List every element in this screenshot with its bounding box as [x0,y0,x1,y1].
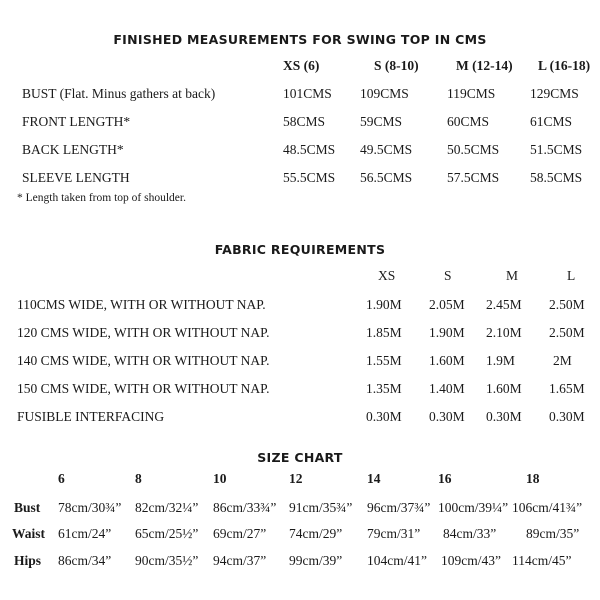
finished-cell: 55.5CMS [283,170,336,185]
finished-cell: 58CMS [283,114,326,129]
fabric-cell: 2.05M [429,297,465,312]
fabric-col-header: M [506,268,519,283]
fabric-cell: 0.30M [429,409,465,424]
fabric-row-label: FUSIBLE INTERFACING [17,409,165,424]
fabric-row-label: 110CMS WIDE, WITH OR WITHOUT NAP. [17,297,266,312]
fabric-cell: 2.10M [486,325,522,340]
size-cell: 91cm/35¾” [289,500,353,515]
size-cell: 78cm/30¾” [58,500,122,515]
finished-row-label: BACK LENGTH* [22,142,124,157]
fabric-requirements-title: FABRIC REQUIREMENTS [214,242,386,257]
size-cell: 69cm/27” [213,526,267,541]
finished-row-label: SLEEVE LENGTH [22,170,130,185]
size-col-header: 8 [135,471,142,486]
fabric-cell: 1.35M [366,381,402,396]
finished-col-header: XS (6) [283,58,320,73]
fabric-cell: 1.55M [366,353,402,368]
size-cell: 94cm/37” [213,553,267,568]
size-cell: 61cm/24” [58,526,112,541]
finished-cell: 57.5CMS [447,170,500,185]
size-cell: 109cm/43” [441,553,501,568]
size-cell: 106cm/41¾” [512,500,583,515]
size-cell: 114cm/45” [512,553,572,568]
finished-cell: 119CMS [447,86,496,101]
size-cell: 90cm/35½” [135,553,199,568]
fabric-cell: 0.30M [549,409,585,424]
size-cell: 82cm/32¼” [135,500,199,515]
size-row-label: Hips [14,553,42,568]
length-footnote: * Length taken from top of shoulder. [17,192,186,204]
finished-cell: 129CMS [530,86,579,101]
size-row-label: Waist [12,526,46,541]
fabric-cell: 1.40M [429,381,465,396]
finished-cell: 61CMS [530,114,573,129]
finished-row-label: BUST (Flat. Minus gathers at back) [22,86,216,101]
finished-cell: 51.5CMS [530,142,583,157]
finished-col-header: S (8-10) [374,58,419,73]
fabric-cell: 2.50M [549,325,585,340]
fabric-cell: 1.65M [549,381,585,396]
fabric-cell: 2M [553,353,572,368]
finished-col-header: M (12-14) [456,58,513,73]
size-col-header: 18 [526,471,540,486]
finished-cell: 59CMS [360,114,403,129]
finished-col-header: L (16-18) [538,58,591,73]
size-col-header: 16 [438,471,452,486]
size-row-label: Bust [14,500,41,515]
finished-cell: 58.5CMS [530,170,583,185]
size-cell: 96cm/37¾” [367,500,431,515]
finished-cell: 50.5CMS [447,142,500,157]
size-col-header: 12 [289,471,303,486]
size-cell: 86cm/33¾” [213,500,277,515]
fabric-cell: 1.60M [429,353,465,368]
fabric-col-header: S [444,268,452,283]
size-cell: 104cm/41” [367,553,427,568]
fabric-cell: 1.60M [486,381,522,396]
fabric-cell: 1.90M [366,297,402,312]
fabric-cell: 2.50M [549,297,585,312]
fabric-cell: 0.30M [486,409,522,424]
fabric-col-header: XS [378,268,396,283]
fabric-row-label: 140 CMS WIDE, WITH OR WITHOUT NAP. [17,353,270,368]
size-cell: 79cm/31” [367,526,421,541]
fabric-cell: 1.85M [366,325,402,340]
size-cell: 99cm/39” [289,553,343,568]
size-col-header: 14 [367,471,381,486]
fabric-cell: 1.90M [429,325,465,340]
fabric-row-label: 120 CMS WIDE, WITH OR WITHOUT NAP. [17,325,270,340]
finished-cell: 49.5CMS [360,142,413,157]
finished-cell: 101CMS [283,86,332,101]
fabric-col-header: L [567,268,576,283]
size-col-header: 10 [213,471,227,486]
size-cell: 65cm/25½” [135,526,199,541]
size-cell: 84cm/33” [443,526,497,541]
size-chart-title: SIZE CHART [257,450,343,465]
finished-row-label: FRONT LENGTH* [22,114,131,129]
fabric-cell: 0.30M [366,409,402,424]
fabric-cell: 2.45M [486,297,522,312]
fabric-cell: 1.9M [486,353,515,368]
size-col-header: 6 [58,471,65,486]
finished-cell: 109CMS [360,86,409,101]
fabric-row-label: 150 CMS WIDE, WITH OR WITHOUT NAP. [17,381,270,396]
size-cell: 74cm/29” [289,526,343,541]
finished-cell: 60CMS [447,114,490,129]
size-cell: 86cm/34” [58,553,112,568]
finished-measurements-title: FINISHED MEASUREMENTS FOR SWING TOP IN CMS [113,32,487,47]
finished-cell: 48.5CMS [283,142,336,157]
finished-cell: 56.5CMS [360,170,413,185]
size-cell: 89cm/35” [526,526,580,541]
size-cell: 100cm/39¼” [438,500,509,515]
